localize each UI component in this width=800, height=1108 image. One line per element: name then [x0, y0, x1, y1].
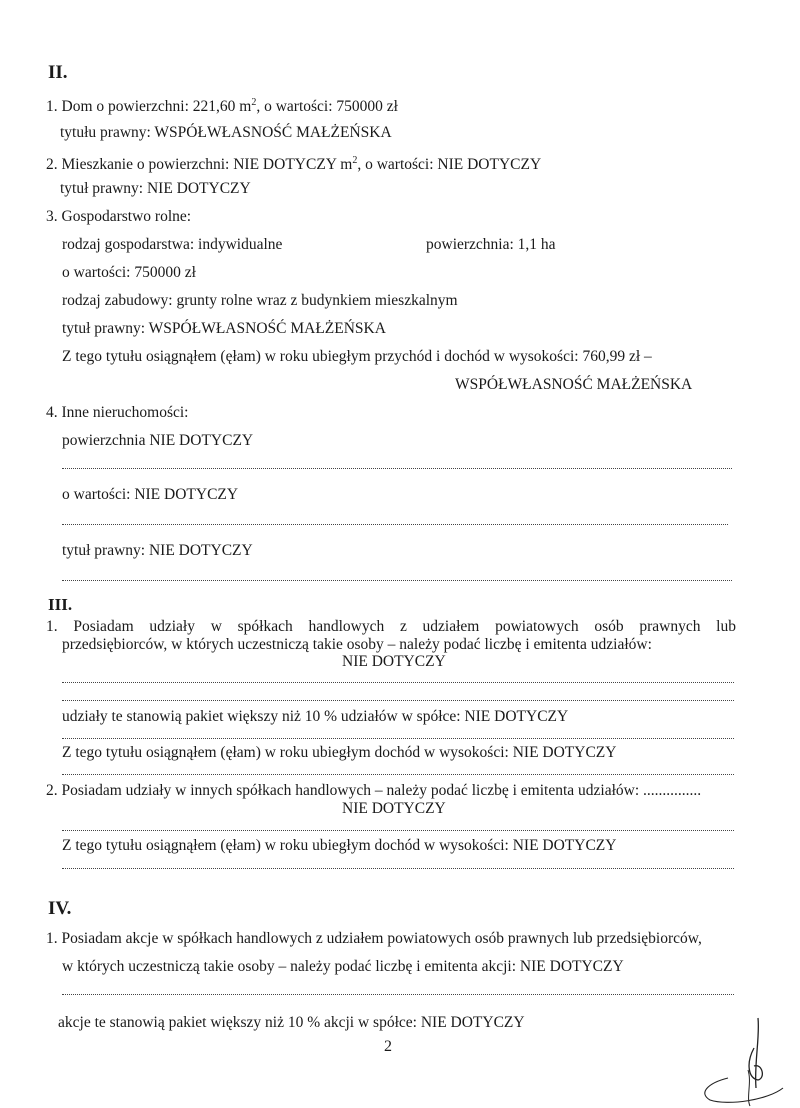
dotted-line	[62, 524, 728, 525]
farm-type: rodzaj gospodarstwa: indywidualne	[62, 236, 283, 253]
section-4-heading: IV.	[48, 898, 72, 919]
flat-line	[46, 152, 541, 174]
section-2-heading: II.	[48, 62, 68, 83]
other-shares-income: Z tego tytułu osiągnąłem (ęłam) w roku ubiegłym dochód w wysokości: NIE DOTYCZY	[62, 837, 617, 854]
farm-buildings: rodzaj zabudowy: grunty rolne wraz z budynkiem mieszkalnym	[62, 292, 458, 309]
house-line	[46, 94, 398, 116]
shares-packet: udziały te stanowią pakiet większy niż 10 % udziałów w spółce: NIE DOTYCZY	[62, 708, 569, 725]
dotted-line	[62, 580, 732, 581]
farm-area: powierzchnia: 1,1 ha	[426, 236, 556, 253]
house-legal-title: tytułu prawny: WSPÓŁWŁASNOŚĆ MAŁŻEŃSKA	[60, 124, 392, 141]
flat-value: , o wartości: NIE DOTYCZY	[357, 156, 542, 174]
stocks-question-line-2: w których uczestniczą takie osoby – należy podać liczbę i emitenta akcji: NIE DOTYCZY	[62, 958, 624, 975]
house-area-unit-sup: 2	[251, 97, 257, 108]
dotted-line	[62, 994, 734, 995]
flat-area-unit-sup: 2	[352, 155, 358, 166]
flat-area-value: 2. Mieszkanie o powierzchni: NIE DOTYCZY m	[46, 156, 353, 174]
farm-heading: 3. Gospodarstwo rolne:	[46, 208, 192, 225]
dotted-line	[62, 682, 734, 683]
farm-value: o wartości: 750000 zł	[62, 264, 196, 281]
shares-answer: NIE DOTYCZY	[342, 653, 446, 670]
flat-legal-title: tytuł prawny: NIE DOTYCZY	[60, 180, 251, 197]
farm-legal-title: tytuł prawny: WSPÓŁWŁASNOŚĆ MAŁŻEŃSKA	[62, 320, 386, 337]
dotted-line	[62, 738, 734, 739]
page-number: 2	[384, 1038, 392, 1055]
handwritten-initials	[688, 1008, 798, 1108]
dotted-line	[62, 868, 734, 869]
stocks-packet: akcje te stanowią pakiet większy niż 10 % akcji w spółce: NIE DOTYCZY	[58, 1014, 525, 1031]
shares-income: Z tego tytułu osiągnąłem (ęłam) w roku ubiegłym dochód w wysokości: NIE DOTYCZY	[62, 744, 617, 761]
other-shares-answer: NIE DOTYCZY	[342, 800, 446, 817]
shares-question-line-1: 1. Posiadam udziały w spółkach handlowych z udziałem powiatowych osób prawnych lub	[46, 618, 736, 635]
other-property-legal-title: tytuł prawny: NIE DOTYCZY	[62, 542, 253, 559]
other-property-value: o wartości: NIE DOTYCZY	[62, 486, 239, 503]
other-shares-question: 2. Posiadam udziały w innych spółkach handlowych – należy podać liczbę i emitenta udziałów: ...............	[46, 782, 702, 799]
house-value: , o wartości: 750000 zł	[256, 98, 398, 116]
dotted-line	[62, 468, 732, 469]
other-property-heading: 4. Inne nieruchomości:	[46, 404, 189, 421]
other-property-area: powierzchnia NIE DOTYCZY	[62, 432, 254, 449]
farm-income: Z tego tytułu osiągnąłem (ęłam) w roku ubiegłym przychód i dochód w wysokości: 760,99 zł –	[62, 348, 652, 365]
shares-question-line-2: przedsiębiorców, w których uczestniczą takie osoby – należy podać liczbę i emitenta udziałów:	[62, 636, 652, 653]
house-area-value: 1. Dom o powierzchni: 221,60 m	[46, 98, 252, 116]
section-3-heading: III.	[48, 595, 73, 614]
stocks-question-line-1: 1. Posiadam akcje w spółkach handlowych z udziałem powiatowych osób prawnych lub przedsiębiorców,	[46, 930, 702, 947]
farm-income-ownership: WSPÓŁWŁASNOŚĆ MAŁŻEŃSKA	[455, 376, 693, 393]
dotted-line	[62, 830, 734, 831]
dotted-line	[62, 774, 734, 775]
dotted-line	[62, 700, 734, 701]
